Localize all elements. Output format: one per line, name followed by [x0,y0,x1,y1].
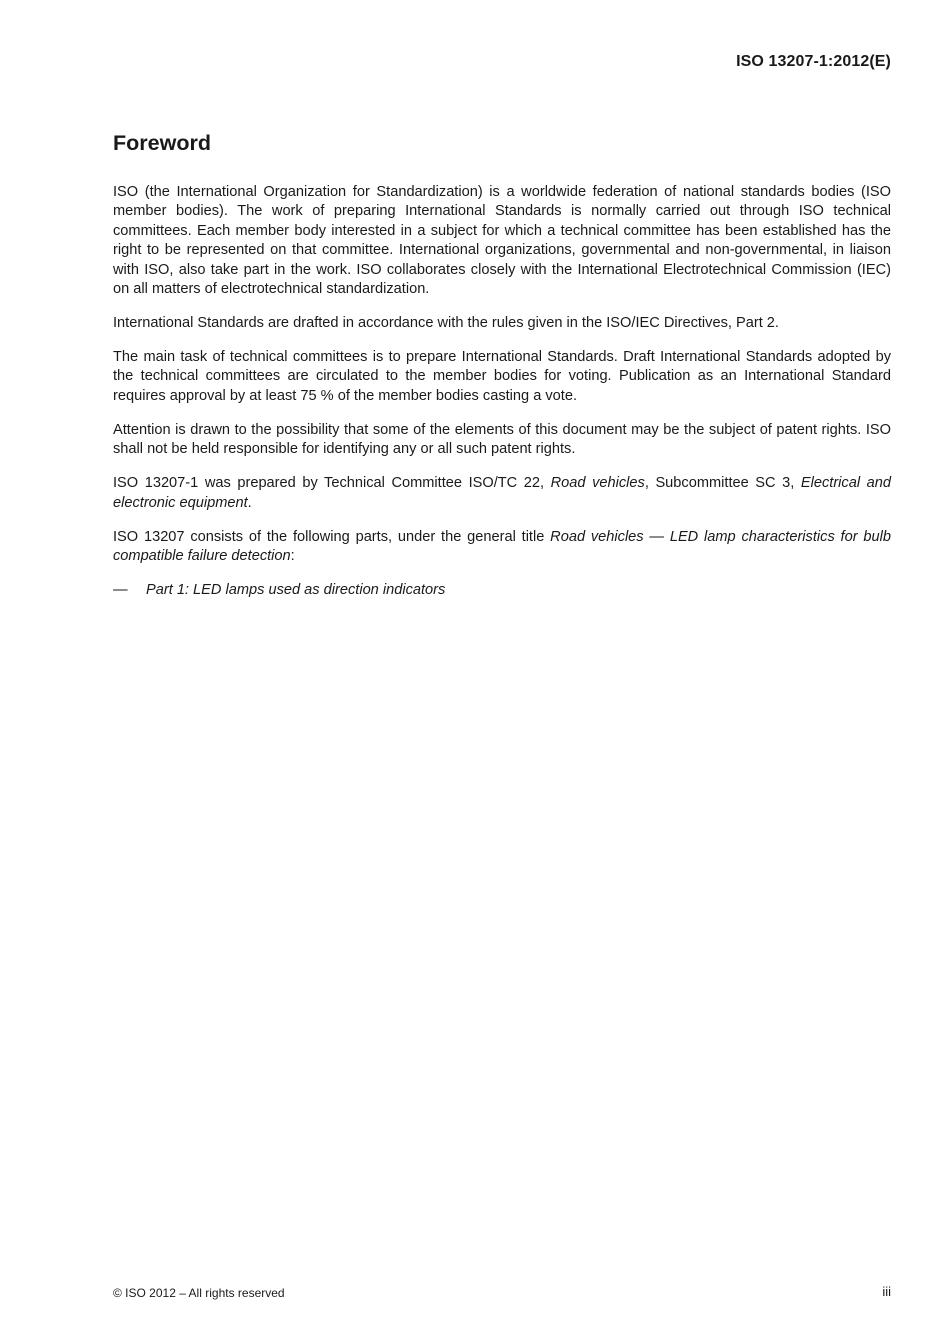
list-dash: — [113,582,128,599]
page-number: iii [882,1284,891,1299]
paragraph-prepared-by [113,474,891,513]
paragraph-parts-intro [113,528,891,567]
colon: : [290,548,295,565]
paragraph-committees-task: The main task of technical committees is to prepare International Standards. Draft International Standards adopted by the technical committees are circulated to the member bodies for voting. Publication as an International Standard requires approval by at least 75 % of the member bodies casting a vote. [113,349,891,404]
paragraph-iso-intro: ISO (the International Organization for Standardization) is a worldwide federation of national standards bodies (ISO member bodies). The work of preparing International Standards is normally carried out through ISO technical committees. Each member body interested in a subject for which a technical committee has been established has the right to be represented on that committee. International organizations, governmental and non-governmental, in liaison with ISO, also take part in the work. ISO collaborates closely with the International Electrotechnical Commission (IEC) on all matters of electrotechnical standardization. [113,184,891,298]
foreword-body [113,183,891,600]
paragraph-directives: International Standards are drafted in accordance with the rules given in the ISO/IEC Directives, Part 2. [113,315,779,332]
copyright-notice: © ISO 2012 – All rights reserved [113,1286,285,1300]
page-title: Foreword [113,131,211,155]
general-title: Road vehicles — LED lamp characteristics for bulb compatible failure detection [113,528,891,565]
list-item [113,581,891,600]
period: . [247,494,252,511]
part-title: Part 1: LED lamps used as direction indicators [146,582,446,599]
paragraph-patent-rights: Attention is drawn to the possibility that some of the elements of this document may be the subject of patent rights. ISO shall not be held responsible for identifying any or all such patent rights. [113,421,891,458]
subcommittee-title: Electrical and electronic equipment [113,475,891,511]
committee-title: Road vehicles [550,475,645,492]
parts-intro-text: ISO 13207 consists of the following parts, under the general title [113,528,551,545]
document-id: ISO 13207-1:2012(E) [736,53,891,70]
prepared-by-text: ISO 13207-1 was prepared by Technical Committee ISO/TC 22, [113,475,551,492]
subcommittee-text: , Subcommittee SC 3, [644,475,801,492]
